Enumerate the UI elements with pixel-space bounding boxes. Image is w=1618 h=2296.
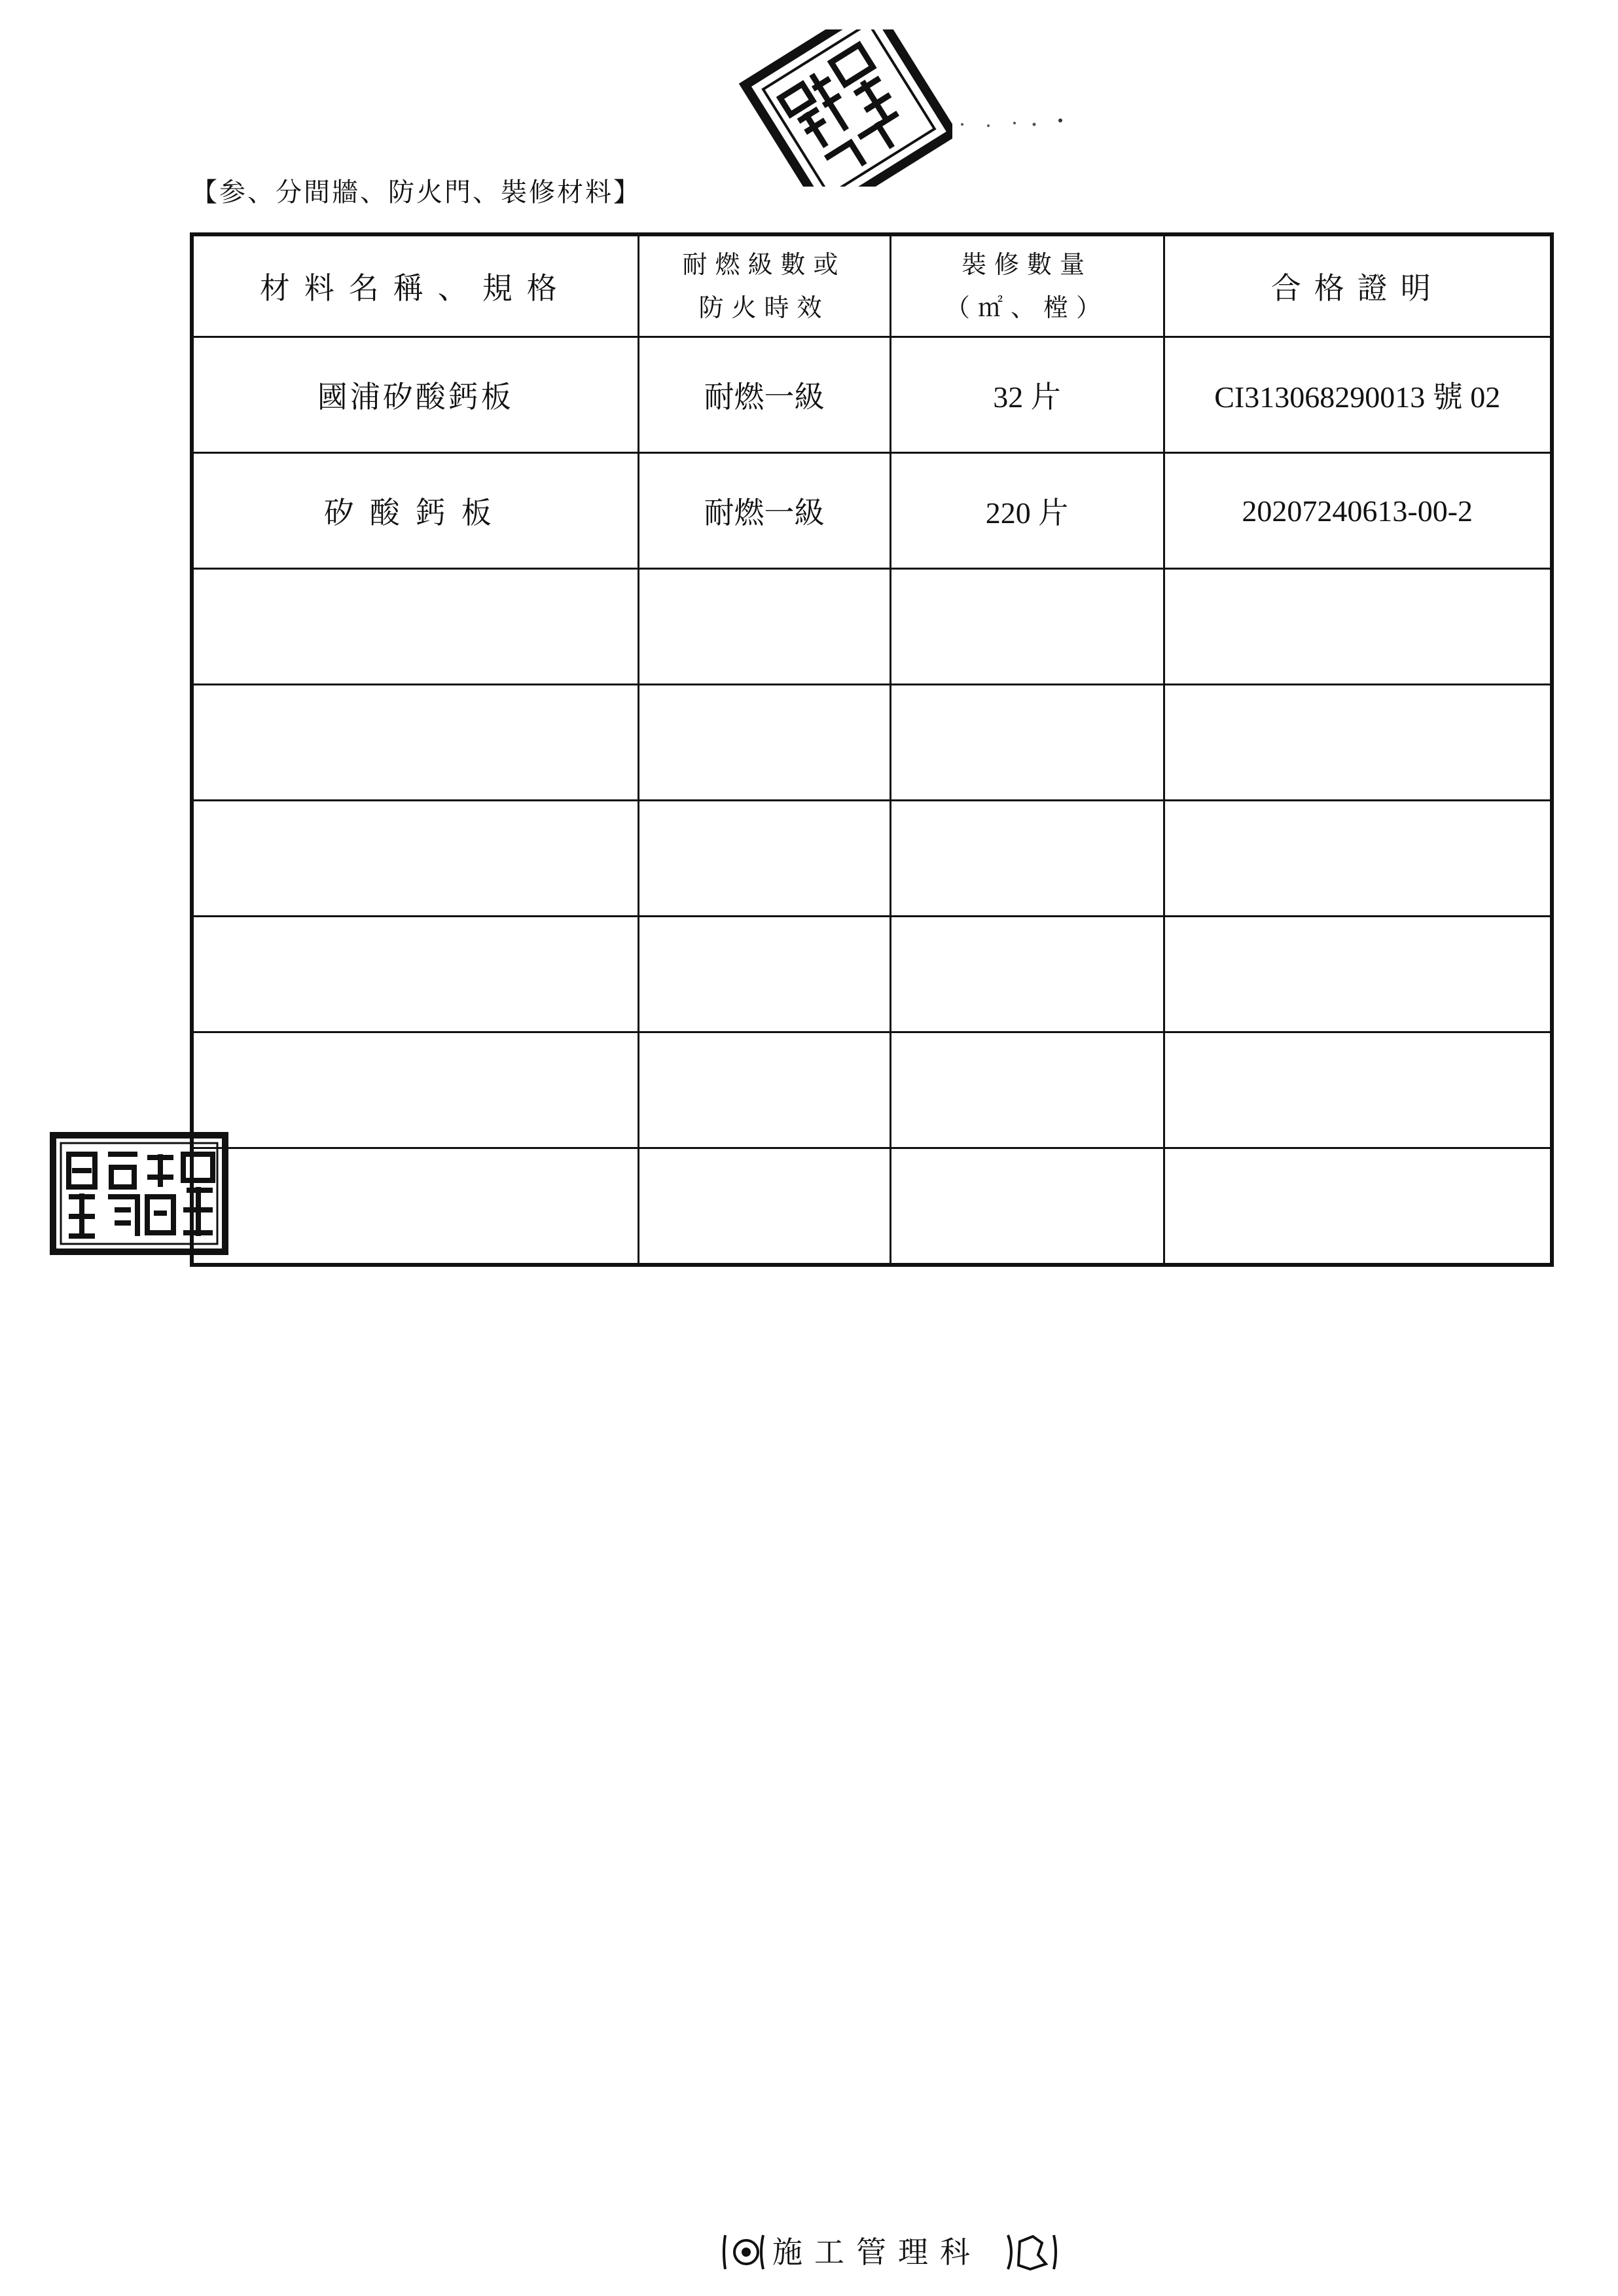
cell-material-name: 矽酸鈣板	[192, 453, 638, 569]
cell-quantity	[890, 685, 1164, 801]
table-row	[192, 801, 1552, 917]
cell-quantity: 220 片	[890, 453, 1164, 569]
header-material-name: 材料名稱、規格	[192, 234, 638, 337]
table-row	[192, 917, 1552, 1032]
cell-material-name	[192, 569, 638, 685]
cell-quantity: 32 片	[890, 337, 1164, 453]
cell-material-name	[192, 1032, 638, 1148]
cell-certificate	[1164, 569, 1552, 685]
cell-material-name	[192, 685, 638, 801]
header-fire-rating	[638, 234, 890, 337]
header-quantity-line1: 裝修數量	[961, 250, 1092, 279]
cell-material-name: 國浦矽酸鈣板	[192, 337, 638, 453]
cell-material-name	[192, 1148, 638, 1266]
cell-fire-rating	[638, 569, 890, 685]
table-row	[192, 1148, 1552, 1266]
header-quantity-line2: （㎡、樘）	[944, 293, 1109, 322]
cell-fire-rating: 耐燃一級	[638, 337, 890, 453]
header-fire-rating-line2: 防火時效	[698, 293, 830, 322]
footer-stamp	[720, 2226, 1060, 2278]
official-seal-left	[49, 1131, 229, 1256]
cell-fire-rating	[638, 1148, 890, 1266]
cell-fire-rating	[638, 801, 890, 917]
cell-quantity	[890, 801, 1164, 917]
cell-certificate	[1164, 917, 1552, 1032]
cell-certificate: CI313068290013 號 02	[1164, 337, 1552, 453]
table-row	[192, 685, 1552, 801]
official-seal-top	[736, 29, 952, 187]
table-row	[192, 337, 1552, 453]
cell-fire-rating: 耐燃一級	[638, 453, 890, 569]
cell-fire-rating	[638, 1032, 890, 1148]
cell-certificate	[1164, 685, 1552, 801]
cell-certificate: 20207240613-00-2	[1164, 453, 1552, 569]
table-row	[192, 569, 1552, 685]
table-row	[192, 1032, 1552, 1148]
header-certificate: 合格證明	[1164, 234, 1552, 337]
table-row	[192, 453, 1552, 569]
cell-certificate	[1164, 1032, 1552, 1148]
materials-table	[190, 232, 1554, 1267]
footer-stamp-text: 施工管理科	[772, 2234, 982, 2270]
header-quantity	[890, 234, 1164, 337]
section-title: 【参、分間牆、防火門、裝修材料】	[191, 177, 641, 208]
cell-quantity	[890, 917, 1164, 1032]
header-fire-rating-line1: 耐燃級數或	[682, 250, 846, 279]
cell-certificate	[1164, 801, 1552, 917]
scan-speckles	[956, 111, 1087, 137]
cell-fire-rating	[638, 685, 890, 801]
table-header-row	[192, 234, 1552, 337]
cell-fire-rating	[638, 917, 890, 1032]
cell-material-name	[192, 801, 638, 917]
cell-material-name	[192, 917, 638, 1032]
cell-quantity	[890, 569, 1164, 685]
cell-certificate	[1164, 1148, 1552, 1266]
cell-quantity	[890, 1148, 1164, 1266]
cell-quantity	[890, 1032, 1164, 1148]
